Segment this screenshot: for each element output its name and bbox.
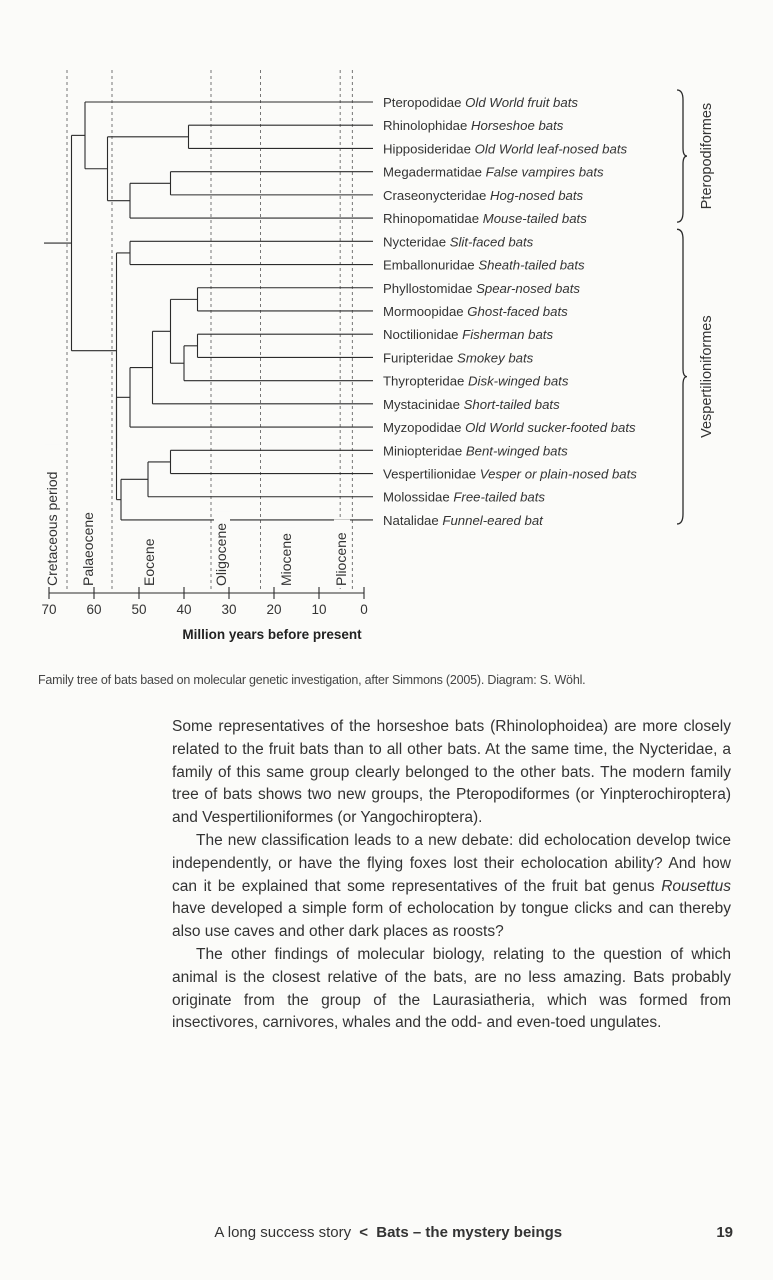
- time-axis: [41, 587, 367, 642]
- family-name: Rhinopomatidae: [383, 211, 483, 227]
- page-number: 19: [716, 1224, 733, 1241]
- axis-tick-label: 20: [266, 602, 282, 617]
- family-common-name: Slit-faced bats: [449, 234, 534, 250]
- family-label: [383, 350, 534, 365]
- family-name: Emballonuridae: [383, 257, 479, 273]
- family-name: Miniopteridae: [383, 443, 466, 459]
- epoch-label: Palaeocene: [80, 512, 96, 586]
- family-common-name: Vesper or plain-nosed bats: [479, 466, 637, 482]
- family-label: [383, 397, 560, 412]
- axis-tick-label: 30: [221, 602, 237, 617]
- epoch-label: Miocene: [278, 533, 294, 586]
- axis-title: Million years before present: [182, 627, 362, 642]
- family-common-name: Spear-nosed bats: [476, 280, 580, 296]
- paragraph-2-start: The new classification leads to a new debate: did echolocation develop twice independently, or have the flying foxes lost their echolocation ability? And how can it be explained that some representatives of the fruit bat genus: [172, 831, 731, 895]
- family-label: [383, 374, 569, 389]
- family-name: Nycteridae: [383, 234, 450, 250]
- family-name: Hipposideridae: [383, 141, 475, 157]
- family-common-name: Free-tailed bats: [453, 489, 545, 505]
- family-name: Natalidae: [383, 512, 443, 528]
- family-common-name: Mouse-tailed bats: [482, 211, 587, 227]
- footer-chapter: A long success story: [214, 1224, 352, 1241]
- epoch-label: Cretaceous period: [44, 471, 60, 586]
- family-common-name: Ghost-faced bats: [467, 303, 568, 319]
- family-name: Thyropteridae: [383, 373, 469, 389]
- family-common-name: Disk-winged bats: [468, 373, 569, 389]
- genus-rousettus: Rousettus: [661, 877, 731, 895]
- tree-branches: [44, 102, 373, 520]
- family-label: [383, 258, 585, 273]
- figure-caption: Family tree of bats based on molecular genetic investigation, after Simmons (2005). Diagram: S. Wöhl.: [38, 673, 586, 687]
- group-label: Vespertilioniformes: [699, 315, 715, 438]
- article-body: [172, 716, 731, 1035]
- family-name: Rhinolophidae: [383, 118, 471, 134]
- family-label: [383, 234, 534, 249]
- group-braces: [677, 90, 715, 524]
- family-name: Noctilionidae: [383, 327, 463, 343]
- family-common-name: Old World leaf-nosed bats: [474, 141, 628, 157]
- group-brace: [677, 229, 687, 524]
- family-label: [383, 490, 545, 505]
- paragraph-2-end: have developed a simple form of echolocation by tongue clicks and can thereby also use caves and other dark places as roosts?: [172, 900, 731, 941]
- family-label: [383, 443, 568, 458]
- axis-tick-label: 50: [131, 602, 147, 617]
- family-label: [383, 420, 636, 435]
- family-common-name: False vampires bats: [485, 164, 604, 180]
- paragraph-1: Some representatives of the horseshoe bats (Rhinolophoidea) are more closely related to the fruit bats than to all other bats. At the same time, the Nycteridae, a family of this same group clearly belonged to the other bats. The modern family tree of bats shows two new groups, the Pteropodiformes (or Yinpterochiroptera) and Vespertilioniformes (or Yangochiroptera).: [172, 718, 731, 827]
- page-footer: [0, 1224, 733, 1241]
- epoch-label: Pliocene: [333, 532, 349, 586]
- family-label: [383, 118, 564, 133]
- family-common-name: Sheath-tailed bats: [478, 257, 585, 273]
- axis-tick-label: 0: [360, 602, 368, 617]
- family-name: Mystacinidae: [383, 396, 464, 412]
- family-label: [383, 165, 604, 180]
- axis-tick-label: 10: [311, 602, 327, 617]
- family-label: [383, 513, 544, 528]
- family-name: Myzopodidae: [383, 420, 466, 436]
- family-label: [383, 211, 587, 226]
- family-common-name: Hog-nosed bats: [490, 187, 584, 203]
- family-name: Molossidae: [383, 489, 454, 505]
- family-common-name: Old World sucker-footed bats: [465, 420, 636, 436]
- group-label: Pteropodiformes: [699, 102, 715, 210]
- epoch-label: Eocene: [141, 538, 157, 586]
- paragraph-2: [172, 830, 731, 944]
- family-label: [383, 467, 637, 482]
- epoch-label: Oligocene: [213, 522, 229, 586]
- family-common-name: Smokey bats: [457, 350, 534, 366]
- footer-separator: <: [359, 1224, 369, 1241]
- family-common-name: Old World fruit bats: [465, 95, 578, 110]
- family-label: [383, 281, 580, 296]
- family-common-name: Horseshoe bats: [471, 118, 564, 134]
- family-labels: [383, 95, 637, 528]
- family-name: Phyllostomidae: [383, 280, 477, 296]
- family-common-name: Short-tailed bats: [463, 396, 560, 412]
- family-common-name: Funnel-eared bat: [442, 512, 543, 528]
- family-label: [383, 188, 584, 203]
- group-brace: [677, 90, 687, 222]
- family-label: [383, 327, 553, 342]
- family-label: [383, 95, 578, 110]
- family-name: Pteropodidae: [383, 95, 466, 110]
- axis-tick-label: 40: [176, 602, 192, 617]
- family-common-name: Bent-winged bats: [465, 443, 568, 459]
- footer-book-title: Bats – the mystery beings: [376, 1224, 563, 1241]
- axis-tick-label: 60: [86, 602, 102, 617]
- family-label: [383, 304, 568, 319]
- axis-tick-label: 70: [41, 602, 57, 617]
- family-name: Megadermatidae: [383, 164, 486, 180]
- family-name: Mormoopidae: [383, 303, 468, 319]
- family-label: [383, 141, 628, 156]
- family-name: Vespertilionidae: [383, 466, 480, 482]
- family-common-name: Fisherman bats: [462, 327, 554, 343]
- family-name: Craseonycteridae: [383, 187, 491, 203]
- epoch-labels: [44, 445, 350, 588]
- family-name: Furipteridae: [383, 350, 458, 366]
- paragraph-3: The other findings of molecular biology, relating to the question of which animal is the closest relative of the bats, are no less amazing. Bats probably originate from the group of the Laurasiatheria, which was formed from insectivores, carnivores, whales and the odd- and even-toed ungulates.: [172, 945, 731, 1032]
